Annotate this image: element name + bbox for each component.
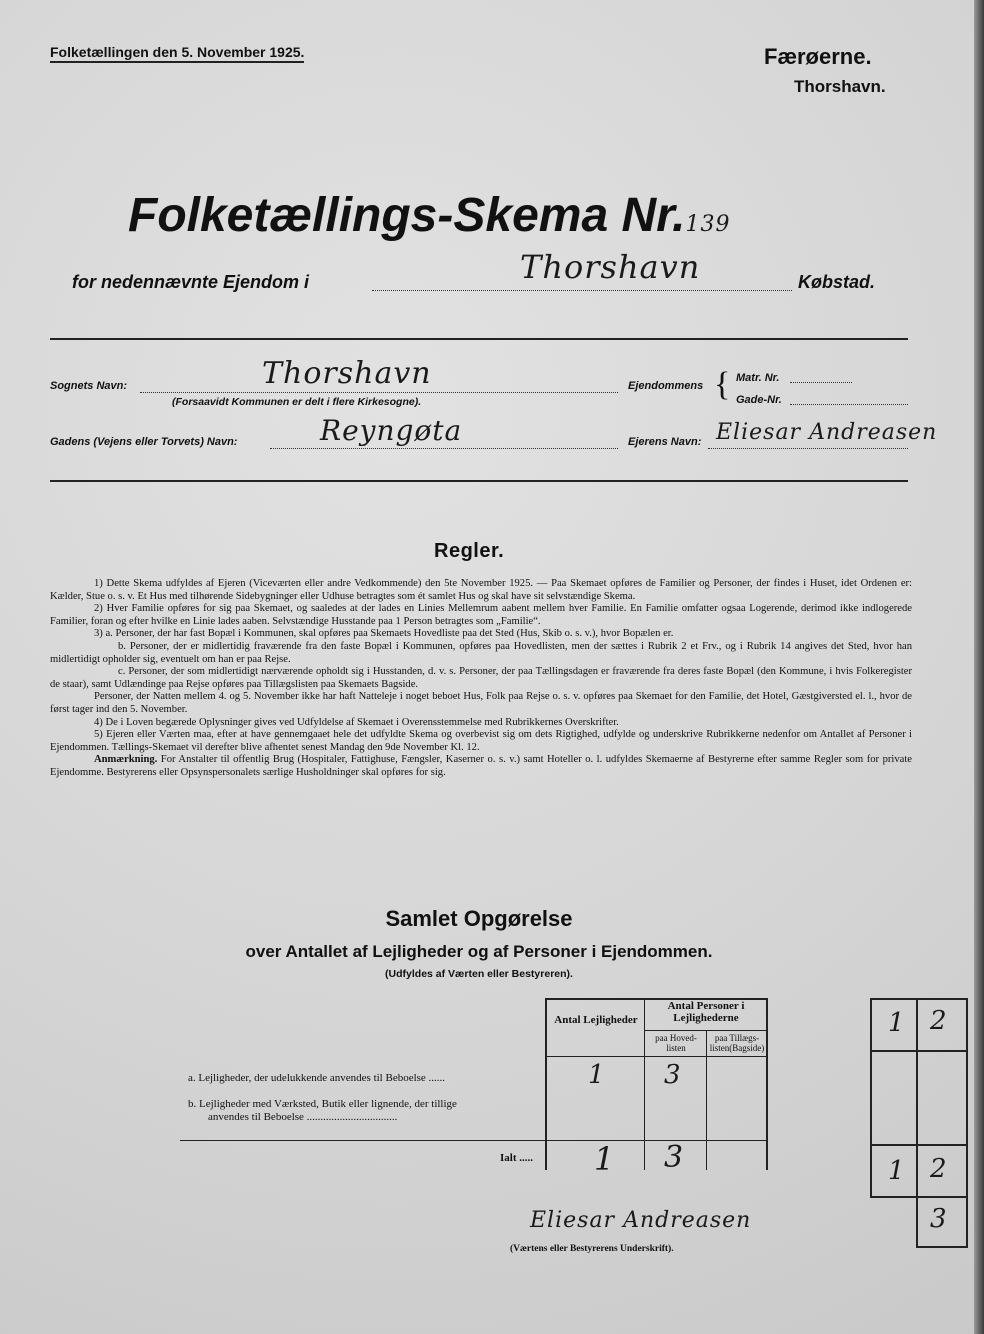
region-header: Færøerne. — [764, 44, 872, 69]
gade-line — [790, 404, 908, 405]
matr-label: Matr. Nr. — [736, 372, 780, 384]
place-line — [372, 290, 792, 291]
col-apartments-header: Antal Lejligheder — [554, 1014, 638, 1026]
subtitle-suffix: Købstad. — [798, 272, 876, 292]
total-apartments-value: 1 — [594, 1140, 615, 1178]
place-handwritten: Thorshavn — [520, 248, 701, 286]
rule-3d: Personer, der Natten mellem 4. og 5. November ikke har haft Natteleje i noget beboet Hus, Folk paa Rejse o. s. v. opføres paa Skemaet for den Familie, det Hotel, Gæstgiversted el. l., hvor de først tager ind den 5. November. — [50, 691, 912, 715]
note-text: For Anstalter til offentlig Brug (Hospitaler, Fattighuse, Fængsler, Kaserner o. s. v.) samt Hoteller o. l. udfyldes Skemaerne af Bestyrerne efter samme Regler som for private Ejendomme. Bestyrerens eller Opsynspersonalets særlige Husholdninger skal opføres for sig. — [50, 754, 912, 778]
row-total-label: Ialt ..... — [500, 1152, 533, 1164]
street-label: Gadens (Vejens eller Torvets) Navn: — [50, 436, 238, 448]
box-row-3 — [870, 1196, 968, 1198]
rule-5: 5) Ejeren eller Værten maa, efter at have gennemgaaet hele det udfyldte Skema og overbevist sig om dets Rigtighed, udfylde og underskrive Rubrikkerne nedenfor om Antallet af Personer i Ejendommen. Tællings-Skemaet vil derefter blive afhentet senest Mandag den 9de November Kl. 12. — [50, 729, 912, 753]
rule-4: 4) De i Loven begærede Oplysninger gives ved Udfyldelse af Skemaet i Overensstemmelse med Rubrikkernes Overskrifter. — [94, 716, 619, 728]
box-mid-left-value: 1 — [888, 1156, 905, 1186]
summary-heading: Samlet Opgørelse — [385, 906, 573, 931]
total-main-value: 3 — [664, 1140, 684, 1175]
parish-label: Sognets Navn: — [50, 380, 128, 392]
owner-label: Ejerens Navn: — [628, 436, 702, 448]
rules-body — [50, 578, 912, 780]
note-label: Anmærkning. — [94, 754, 158, 766]
property-label: Ejendommens — [628, 380, 704, 392]
table-col-2 — [644, 998, 645, 1170]
parish-note: (Forsaavidt Kommunen er delt i flere Kirkesogne). — [172, 396, 422, 408]
box-mid-right-value: 2 — [930, 1154, 947, 1184]
top-divider — [50, 338, 908, 340]
box-left — [870, 998, 872, 1198]
table-col-1 — [545, 998, 547, 1170]
col-supp-header: paa Tillægs-listen(Bagside) — [709, 1033, 765, 1053]
rule-note — [50, 754, 912, 779]
table-header-rule — [545, 1056, 767, 1057]
box-middle — [916, 998, 918, 1248]
box-bottom — [916, 1246, 968, 1248]
box-bottom-value: 3 — [930, 1204, 947, 1234]
box-row-2 — [870, 1144, 968, 1146]
street-value: Reyngøta — [320, 414, 463, 447]
subtitle-prefix: for nedennævnte Ejendom i — [72, 272, 310, 292]
parish-line — [140, 392, 618, 393]
summary-subheading: over Antallet af Lejligheder og af Personer i Ejendommen. — [245, 942, 713, 961]
table-col-3 — [706, 1030, 707, 1170]
table-col-4 — [766, 998, 768, 1170]
matr-line — [790, 382, 852, 383]
summary-note: (Udfyldes af Værten eller Bestyreren). — [385, 968, 573, 980]
row-b-label-2: anvendes til Beboelse ................................. — [208, 1111, 398, 1123]
rule-3b: b. Personer, der er midlertidig fraværende fra den faste Bopæl i Kommunen, opføres paa Hovedlisten, men der sættes i Rubrik 2 et Frv., og i Rubrik 14 angives det Sted, hvor han midlertidigt opholder sig, eventuelt om han er paa Rejse. — [50, 640, 912, 665]
parish-value: Thorshavn — [262, 356, 432, 391]
a-main-value: 3 — [664, 1060, 681, 1090]
signature-caption: (Værtens eller Bestyrerens Underskrift). — [510, 1244, 674, 1254]
rules-heading: Regler. — [434, 540, 505, 562]
scan-edge — [974, 0, 984, 1334]
town-header: Thorshavn. — [794, 77, 886, 96]
rule-3a: 3) a. Personer, der har fast Bopæl i Kommunen, skal opføres paa Skemaets Hovedliste paa det Sted (Hus, Skib o. s. v.), hvor Bopælen er. — [94, 628, 674, 640]
property-brace: { — [714, 366, 731, 403]
owner-signature: Eliesar Andreasen — [530, 1208, 752, 1233]
row-a-label: a. Lejligheder, der udelukkende anvendes til Beboelse ...... — [188, 1072, 446, 1084]
owner-value: Eliesar Andreasen — [716, 420, 938, 445]
box-right — [966, 998, 968, 1248]
box-top-left-value: 1 — [888, 1008, 905, 1038]
a-apartments-value: 1 — [588, 1060, 605, 1090]
gade-label: Gade-Nr. — [736, 394, 782, 406]
row-b-label-1: b. Lejligheder med Værksted, Butik eller lignende, der tillige — [188, 1098, 457, 1110]
form-divider — [50, 480, 908, 482]
street-line — [270, 448, 618, 449]
form-title — [128, 188, 731, 243]
form-title-text: Folketællings-Skema Nr. — [128, 189, 686, 242]
box-row-1 — [870, 1050, 968, 1052]
table-persons-rule — [644, 1030, 766, 1031]
rule-3c: c. Personer, der som midlertidigt nærværende opholdt sig i Husstanden, d. v. s. Personer, der paa Tællingsdagen er fraværende fra deres faste Bopæl (den Kommune, i hvis Folkeregister de staar), samt Udlændinge paa Rejse opføres paa Tillægslisten paa Skemaets Bagside. — [50, 666, 912, 690]
owner-line — [708, 448, 908, 449]
col-main-header: paa Hoved-listen — [655, 1033, 697, 1053]
col-persons-header: Antal Personer i Lejlighederne — [667, 1000, 745, 1024]
rule-2: 2) Hver Familie opføres for sig paa Skemaet, og saaledes at der lades en Linies Mellemrum aabent mellem hver Familie. En Familie omfatter ogsaa Logerende, derimod ikke indlogerede Familier, foran og efter hvilke en Linie lades aaben. Selvstændige Husstande paa 1 Person betragtes som „Familie“. — [50, 603, 912, 627]
rule-1: 1) Dette Skema udfyldes af Ejeren (Viceværten eller andre Vedkommende) den 5te November 1925. — Paa Skemaet opføres de Familier og Personer, der findes i Huset, idet Ordenen er: Kælder, Stue o. s. v. Et Hus med tilhørende Sidebygninger eller Udhuse betragtes som ét samlet Hus og skal have sit selvstændige Skema. — [50, 578, 912, 602]
form-number: 139 — [685, 212, 731, 237]
box-top-right-value: 2 — [930, 1006, 947, 1036]
census-date-header: Folketællingen den 5. November 1925. — [50, 44, 304, 63]
box-top — [870, 998, 968, 1000]
